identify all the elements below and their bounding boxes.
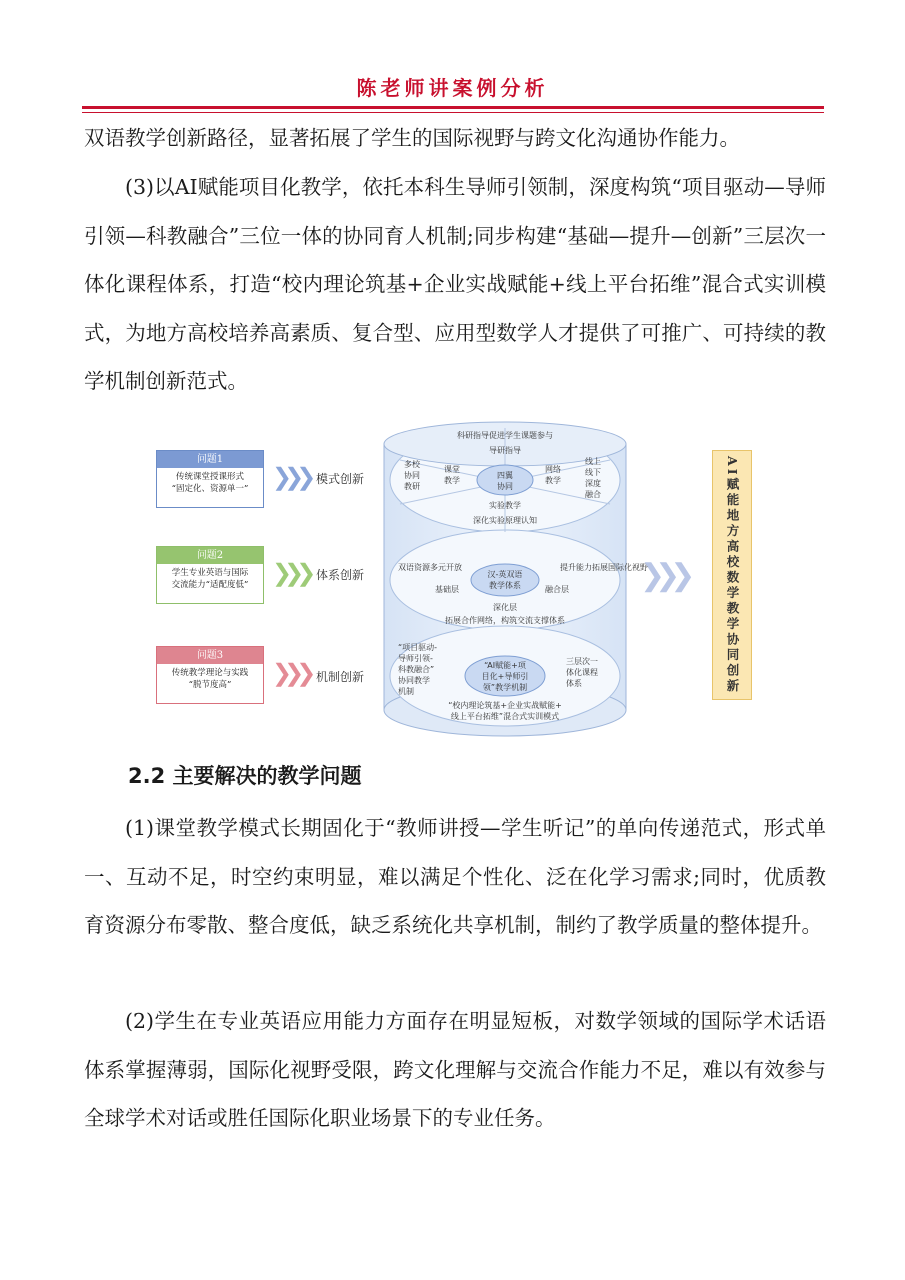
cyl-b-bottom2: 线上平台拓维”混合式实训模式 — [450, 712, 560, 721]
cyl-t-center2: 协同 — [497, 482, 513, 491]
cyl-t-left1: 多校 — [404, 460, 420, 469]
cyl-m-bottom1: 深化层 — [493, 603, 517, 612]
problem-box-2 — [156, 546, 264, 604]
cyl-t-right1: 线上 — [585, 457, 601, 466]
problem-1-head: 问题1 — [157, 451, 263, 468]
cyl-b-left2: 导师引领- — [398, 654, 433, 663]
problem-2-body: 学生专业英语与国际 交流能力“适配度低” — [171, 568, 249, 590]
cyl-t-right-in1: 网络 — [545, 465, 561, 474]
cyl-m-left: 双语资源多元开放 — [398, 563, 462, 572]
cyl-b-center3: 领”教学机制 — [482, 683, 528, 692]
innovation-label-2: 体系创新 — [316, 568, 365, 582]
cyl-t-right-in2: 教学 — [545, 476, 561, 485]
cyl-b-center2: 目化+导师引 — [481, 672, 529, 681]
cyl-b-bottom1: “校内理论筑基+企业实战赋能+ — [448, 701, 562, 710]
cylinder-graphic — [380, 420, 648, 740]
cyl-top-arc: 科研指导促进学生课题参与 — [457, 431, 553, 440]
cyl-t-left-in1: 课堂 — [444, 465, 460, 474]
cyl-b-left4: 协同教学 — [398, 676, 430, 685]
cyl-m-left-in: 基础层 — [435, 585, 459, 594]
cyl-b-left3: 科教融合” — [398, 665, 435, 674]
paragraph-item-3: (3)以AI赋能项目化教学，依托本科生导师引领制，深度构筑“项目驱动—导师引领—科教融合”三位一体的协同育人机制;同步构建“基础—提升—创新”三层次一体化课程体系，打造“校内理论筑基+企业实战赋能+线上平台拓维”混合式实训模式，为地方高校培养高素质、复合型、应用型数学人才提供了可推广、可持续的教学机制创新范式。 — [84, 175, 826, 393]
innovation-label-1: 模式创新 — [316, 472, 365, 486]
cyl-m-right-in: 融合层 — [545, 585, 569, 594]
problem-3-head: 问题3 — [157, 647, 263, 664]
outcome-box: AI赋能地方高校数学教学协同创新 — [712, 450, 752, 700]
problem-3-body: 传统教学理论与实践 “脱节度高” — [171, 668, 249, 690]
paragraph-problem-2: (2)学生在专业英语应用能力方面存在明显短板，对数学领域的国际学术话语体系掌握薄弱，国际化视野受限，跨文化理解与交流合作能力不足，难以有效参与全球学术对话或胜任国际化职业场景下的专业任务。 — [84, 1009, 826, 1130]
paragraph-problem-1: (1)课堂教学模式长期固化于“教师讲授—学生听记”的单向传递范式，形式单一、互动不足，时空约束明显，难以满足个性化、泛在化学习需求;同时，优质教育资源分布零散、整合度低，缺乏系统化共享机制，制约了教学质量的整体提升。 — [84, 816, 826, 937]
chevron-right-icon: ❯❯❯ — [640, 558, 686, 593]
cyl-top-sub: 导研指导 — [489, 446, 521, 455]
chevron-icon: ❯❯❯ — [272, 659, 309, 687]
chevron-icon: ❯❯❯ — [272, 559, 309, 587]
problem-1-body: 传统课堂授课形式 “固定化、资源单一” — [171, 472, 249, 494]
innovation-label-3: 机制创新 — [316, 670, 365, 684]
header-rule-thick — [82, 106, 824, 109]
problem-box-3 — [156, 646, 264, 704]
cyl-t-left-in2: 教学 — [444, 476, 460, 485]
cyl-b-left5: 机制 — [398, 687, 414, 696]
chevron-icon: ❯❯❯ — [272, 463, 309, 491]
teaching-innovation-diagram — [140, 420, 780, 740]
problem-2-head: 问题2 — [157, 547, 263, 564]
section-heading: 2.2 主要解决的教学问题 — [128, 764, 362, 788]
problem-box-1 — [156, 450, 264, 508]
page-header-title: 陈老师讲案例分析 — [356, 76, 549, 100]
cyl-b-left1: “项目驱动- — [398, 643, 438, 652]
cyl-b-center1: “AI赋能+项 — [484, 661, 526, 670]
cyl-m-right: 提升能力拓展国际化视野 — [560, 563, 648, 572]
cyl-t-left3: 教研 — [404, 482, 420, 491]
cyl-b-right2: 体化课程 — [566, 668, 598, 677]
cyl-m-center2: 教学体系 — [489, 581, 521, 590]
cyl-t-right3: 深度 — [585, 479, 601, 488]
cyl-m-bottom2: 拓展合作网络，构筑交流支撑体系 — [445, 616, 565, 625]
cyl-t-center1: 四翼 — [497, 471, 513, 480]
cyl-m-center1: 汉-英双语 — [487, 570, 523, 579]
header-rule-thin — [82, 112, 824, 113]
cyl-t-right2: 线下 — [585, 468, 601, 477]
cyl-t-right4: 融合 — [585, 490, 601, 499]
cyl-b-right3: 体系 — [566, 679, 582, 688]
paragraph-intro-tail: 双语教学创新路径，显著拓展了学生的国际视野与跨文化沟通协作能力。 — [84, 126, 740, 150]
cyl-b-right1: 三层次一 — [566, 657, 598, 666]
cyl-t-left2: 协同 — [404, 471, 420, 480]
cyl-t-bottom2: 深化实验原理认知 — [473, 516, 537, 525]
cyl-t-bottom1: 实验教学 — [489, 501, 521, 510]
